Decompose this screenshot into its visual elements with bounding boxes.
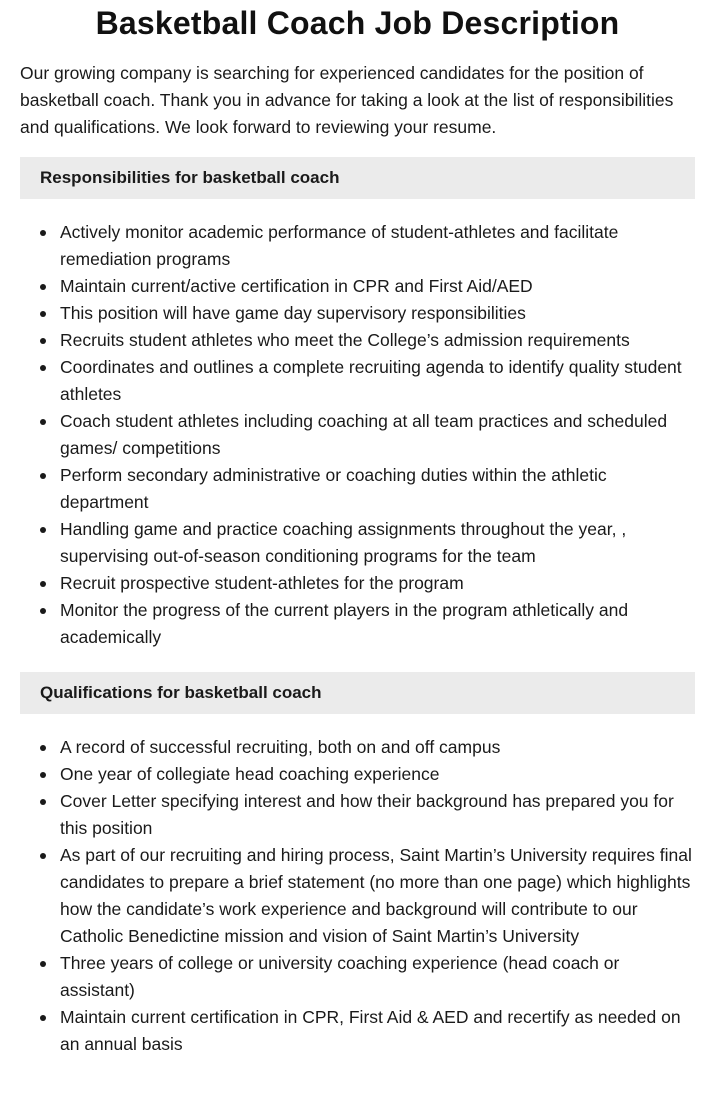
list-item-text: Actively monitor academic performance of student-athletes and facilitate remediation programs: [60, 222, 619, 269]
bullet-icon: [40, 799, 46, 805]
qualifications-heading: Qualifications for basketball coach: [20, 672, 695, 714]
list-item: [20, 516, 695, 570]
list-item-text: As part of our recruiting and hiring process, Saint Martin’s University requires final candidates to prepare a brief statement (no more than one page) which highlights how the candidate’s work experience and background will contribute to our Catholic Benedictine mission and vision of Saint Martin’s University: [60, 845, 692, 946]
list-item: [20, 327, 695, 354]
section-spacer: [20, 651, 695, 656]
intro-paragraph: Our growing company is searching for experienced candidates for the position of basketball coach. Thank you in advance for taking a look at the list of responsibilities and qualifications. We look forward to reviewing your resume.: [20, 63, 674, 137]
bullet-icon: [40, 961, 46, 967]
list-item: [20, 1004, 695, 1058]
responsibilities-heading: Responsibilities for basketball coach: [20, 157, 695, 199]
list-item: [20, 300, 695, 327]
bullet-icon: [40, 527, 46, 533]
list-item: [20, 408, 695, 462]
bullet-icon: [40, 338, 46, 344]
list-item-text: Coach student athletes including coaching at all team practices and scheduled games/ competitions: [60, 411, 668, 458]
responsibilities-list: [20, 219, 695, 651]
list-item-text: This position will have game day supervisory responsibilities: [60, 303, 526, 323]
list-item: [20, 597, 695, 651]
bullet-icon: [40, 772, 46, 778]
list-item: [20, 570, 695, 597]
page-title: Basketball Coach Job Description: [95, 5, 620, 41]
bullet-icon: [40, 230, 46, 236]
list-item-text: Cover Letter specifying interest and how their background has prepared you for this position: [60, 791, 674, 838]
list-item: [20, 734, 695, 761]
bullet-icon: [40, 745, 46, 751]
bullet-icon: [40, 419, 46, 425]
list-item: [20, 761, 695, 788]
list-item-text: Handling game and practice coaching assignments throughout the year, , supervising out-of-season conditioning programs for the team: [60, 519, 627, 566]
bullet-icon: [40, 284, 46, 290]
bullet-icon: [40, 608, 46, 614]
list-item: [20, 354, 695, 408]
list-item-text: A record of successful recruiting, both on and off campus: [60, 737, 501, 757]
bullet-icon: [40, 311, 46, 317]
list-item: [20, 950, 695, 1004]
list-item-text: One year of collegiate head coaching experience: [60, 764, 440, 784]
list-item: [20, 842, 695, 950]
qualifications-list: [20, 734, 695, 1058]
list-item-text: Monitor the progress of the current players in the program athletically and academically: [60, 600, 629, 647]
list-item-text: Maintain current/active certification in CPR and First Aid/AED: [60, 276, 533, 296]
bullet-icon: [40, 473, 46, 479]
list-item: [20, 788, 695, 842]
bullet-icon: [40, 365, 46, 371]
list-item-text: Maintain current certification in CPR, First Aid & AED and recertify as needed on an annual basis: [60, 1007, 681, 1054]
list-item-text: Three years of college or university coaching experience (head coach or assistant): [60, 953, 620, 1000]
list-item-text: Recruit prospective student-athletes for the program: [60, 573, 464, 593]
list-item-text: Coordinates and outlines a complete recruiting agenda to identify quality student athletes: [60, 357, 682, 404]
bullet-icon: [40, 1015, 46, 1021]
bullet-icon: [40, 853, 46, 859]
bullet-icon: [40, 581, 46, 587]
list-item: [20, 219, 695, 273]
list-item: [20, 462, 695, 516]
list-item: [20, 273, 695, 300]
list-item-text: Recruits student athletes who meet the College’s admission requirements: [60, 330, 630, 350]
list-item-text: Perform secondary administrative or coaching duties within the athletic department: [60, 465, 607, 512]
